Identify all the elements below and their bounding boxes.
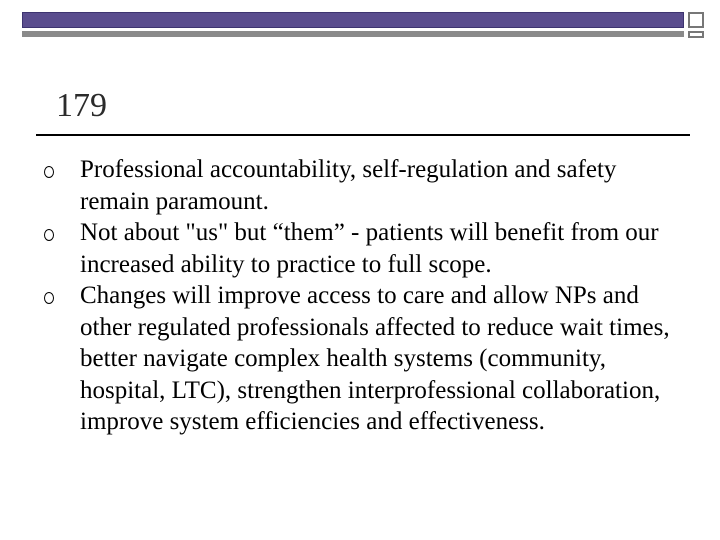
hollow-circle-bullet-icon bbox=[40, 154, 80, 186]
bullet-item bbox=[40, 217, 670, 280]
bullet-text: Not about "us" but “them” - patients will benefit from our increased ability to practice to full scope. bbox=[80, 219, 659, 278]
bullet-text: Changes will improve access to care and allow NPs and other regulated professionals affected to reduce wait times, better navigate complex health systems (community, hospital, LTC), strengthen interprofessional collaboration, improve system efficiencies and effectiveness. bbox=[80, 282, 670, 435]
bullet-text: Professional accountability, self-regulation and safety remain paramount. bbox=[80, 156, 617, 215]
slide-title: 179 bbox=[56, 87, 107, 124]
header-square-bottom bbox=[688, 31, 704, 38]
header-bar bbox=[22, 12, 684, 28]
title-divider bbox=[36, 134, 690, 136]
bullet-list bbox=[40, 154, 670, 438]
header-underline bbox=[22, 31, 684, 37]
header-square-top bbox=[688, 12, 704, 28]
hollow-circle-bullet-icon bbox=[40, 217, 80, 249]
bullet-item bbox=[40, 280, 670, 438]
bullet-item bbox=[40, 154, 670, 217]
hollow-circle-bullet-icon bbox=[40, 280, 80, 312]
